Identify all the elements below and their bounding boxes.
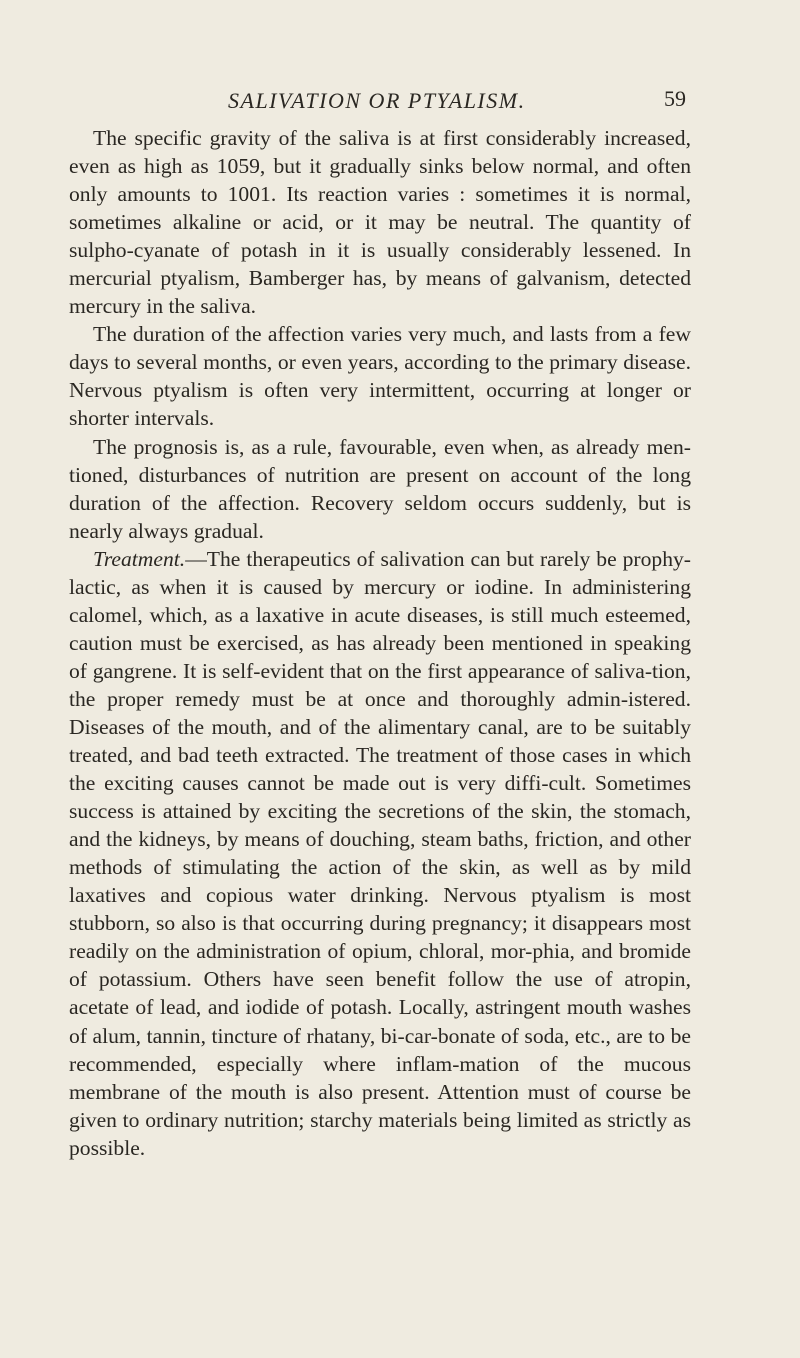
body-text [69, 124, 691, 1162]
page-number: 59 [664, 86, 686, 111]
paragraph-specific-gravity: The specific gravity of the saliva is at first considerably increased, even as high as 1059, but it gradually sinks below normal, and often only amounts to 1001. Its reaction varies : sometimes it is normal, sometimes alkaline or acid, or it may be neutral. The quantity of sulpho-cyanate of potash in it is usually considerably lessened. In mercurial ptyalism, Bamberger has, by means of galvanism, detected mercury in the saliva. [69, 126, 691, 319]
treatment-text: —The therapeutics of salivation can but rarely be prophy-lactic, as when it is caused by mercury or iodine. In administering calomel, which, as a laxative in acute diseases, is still much esteemed, caution must be exercised, as has already been mentioned in speaking of gangrene. It is self-evident that on the first appearance of saliva-tion, the proper remedy must be at once and thoroughly admin-istered. Diseases of the mouth, and of the alimentary canal, are to be suitably treated, and bad teeth extracted. The treatment of those cases in which the exciting causes cannot be made out is very diffi-cult. Sometimes success is attained by exciting the secretions of the skin, the stomach, and the kidneys, by means of douching, steam baths, friction, and other methods of stimulating the action of the skin, as well as by mild laxatives and copious water drinking. Nervous ptyalism is most stubborn, so also is that occurring during pregnancy; it disappears most readily on the administration of opium, chloral, mor-phia, and bromide of potassium. Others have seen benefit follow the use of atropin, acetate of lead, and iodide of potash. Locally, astringent mouth washes of alum, tannin, tincture of rhatany, bi-car-bonate of soda, etc., are to be recommended, especially where inflam-mation of the mucous membrane of the mouth is also present. Attention must of course be given to ordinary nutrition; starchy materials being limited as strictly as possible. [69, 546, 691, 1160]
running-title: SALIVATION OR PTYALISM. [228, 88, 526, 113]
paragraph-prognosis: The prognosis is, as a rule, favourable, even when, as already men-tioned, disturbances of nutrition are present on account of the long duration of the affection. Recovery seldom occurs suddenly, but is nearly always gradual. [69, 434, 691, 543]
paragraph-treatment [69, 545, 691, 1162]
paragraph-duration: The duration of the affection varies very much, and lasts from a few days to several months, or even years, according to the primary disease. Nervous ptyalism is often very intermittent, occurring at longer or shorter intervals. [69, 322, 691, 431]
treatment-heading: Treatment. [93, 546, 186, 571]
